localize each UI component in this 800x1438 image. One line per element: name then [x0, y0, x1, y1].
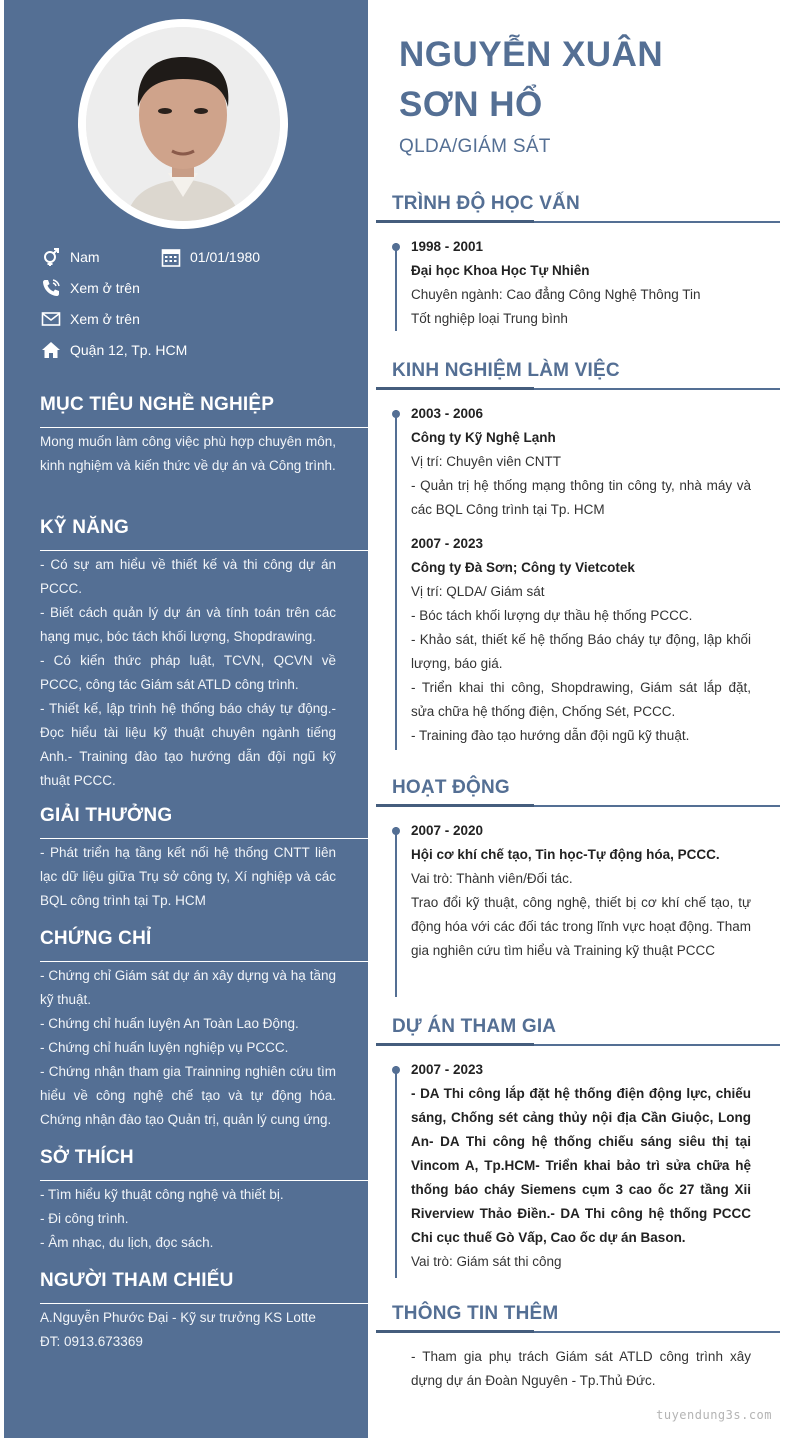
divider — [376, 1331, 780, 1333]
education-entry — [411, 235, 751, 331]
divider — [376, 805, 780, 807]
certificates-list — [40, 964, 336, 1132]
entry-line: - Training đào tạo hướng dẫn đội ngũ kỹ thuật. — [411, 728, 690, 743]
main-content — [368, 0, 800, 1438]
objective-paragraph: Mong muốn làm công việc phù hợp chuyên môn, kinh nghiệm và kiến thức về dự án và Công trình. — [40, 434, 336, 473]
phone-text: Xem ở trên — [70, 280, 140, 296]
section-title-awards: GIẢI THƯỞNG — [40, 805, 368, 839]
timeline-dot — [392, 243, 400, 251]
section-header-experience — [376, 360, 780, 390]
entry-line: Vai trò: Thành viên/Đối tác. — [411, 871, 573, 886]
phone-icon — [40, 278, 62, 298]
skill-item: - Thiết kế, lập trình hệ thống báo cháy tự động.- Đọc hiểu tài liệu kỹ thuật chuyên ngành tiếng Anh.- Training đào tạo hướng dẫn đội ngũ kỹ thuật PCCC. — [40, 701, 336, 788]
timeline-dot — [392, 827, 400, 835]
entry-line: - Khảo sát, thiết kế hệ thống Báo cháy tự động, lập khối lượng, báo giá. — [411, 632, 751, 671]
timeline-bar — [395, 827, 397, 997]
avatar — [86, 27, 280, 221]
section-header-additional — [376, 1303, 780, 1333]
experience-entry — [411, 402, 751, 522]
section-header-projects — [376, 1016, 780, 1046]
section-title-additional: THÔNG TIN THÊM — [392, 1303, 559, 1324]
timeline-bar — [395, 243, 397, 331]
entry-line: Trao đổi kỹ thuật, công nghệ, thiết bị cơ khí chế tạo, tự động hóa với các đối tác trong lĩnh vực hoạt động. Tham gia nghiên cứu tìm hiểu và Training kỹ thuật PCCC — [411, 895, 751, 958]
project-description: - DA Thi công lắp đặt hệ thống điện động lực, chiếu sáng, Chống sét cảng thủy nội địa Cần Giuộc, Long An- DA Thi công hệ thống chiếu sáng siêu thị tại Vincom A, Tp.HCM- Triển khai bảo trì sửa chữa hệ thống báo cháy Siemens cụm 3 cao ốc 27 tầng Xii Riverview Thảo Điền.- DA Thi công hệ thống PCCC Chi cục thuế Gò Vấp, Cao ốc dự án Bason. — [411, 1086, 751, 1245]
project-role: Vai trò: Giám sát thi công — [411, 1254, 562, 1269]
email-text: Xem ở trên — [70, 311, 140, 327]
entry-line: - Triển khai thi công, Shopdrawing, Giám sát lắp đặt, sửa chữa hệ thống điện, Chống Sét, PCCC. — [411, 680, 751, 719]
calendar-icon — [160, 247, 182, 267]
entry-line: Vị trí: Chuyên viên CNTT — [411, 454, 562, 469]
section-title-experience: KINH NGHIỆM LÀM VIỆC — [392, 360, 620, 381]
gender-text: Nam — [70, 249, 100, 265]
entry-date: 1998 - 2001 — [411, 239, 484, 254]
entry-organization: Đại học Khoa Học Tự Nhiên — [411, 263, 590, 278]
divider — [376, 1044, 780, 1046]
certificate-item: - Chứng chỉ Giám sát dự án xây dựng và hạ tầng kỹ thuật. — [40, 968, 336, 1007]
skills-list — [40, 553, 336, 793]
entry-line: - Quản trị hệ thống mạng thông tin công ty, nhà máy và các BQL Công trình tại Tp. HCM — [411, 478, 751, 517]
entry-organization: Hội cơ khí chế tạo, Tin học-Tự động hóa, PCCC. — [411, 847, 720, 862]
timeline-bar — [395, 410, 397, 750]
hobby-item: - Tìm hiểu kỹ thuật công nghệ và thiết bị. — [40, 1187, 284, 1202]
entry-line: Tốt nghiệp loại Trung bình — [411, 311, 568, 326]
section-title-activities: HOẠT ĐỘNG — [392, 777, 510, 798]
entry-date: 2007 - 2023 — [411, 536, 484, 551]
reference-item: ĐT: 0913.673369 — [40, 1334, 143, 1349]
section-title-certificates: CHỨNG CHỈ — [40, 928, 368, 962]
section-title-references: NGƯỜI THAM CHIẾU — [40, 1270, 368, 1304]
name-line-1: NGUYỄN XUÂN — [399, 35, 664, 74]
timeline-dot — [392, 1066, 400, 1074]
section-title-objective: MỤC TIÊU NGHỀ NGHIỆP — [40, 394, 368, 428]
section-title-education: TRÌNH ĐỘ HỌC VẤN — [392, 193, 580, 214]
entry-date: 2007 - 2023 — [411, 1062, 484, 1077]
entry-organization: Công ty Kỹ Nghệ Lạnh — [411, 430, 556, 445]
envelope-icon — [40, 309, 62, 329]
skill-item: - Biết cách quản lý dự án và tính toán trên các hạng mục, bóc tách khối lượng, Shopdrawing. — [40, 605, 336, 644]
section-header-education — [376, 193, 780, 223]
reference-item: A.Nguyễn Phước Đại - Kỹ sư trưởng KS Lotte — [40, 1310, 316, 1325]
additional-entry — [411, 1345, 751, 1393]
skill-item: - Có kiến thức pháp luật, TCVN, QCVN về PCCC, công tác Giám sát ATLD công trình. — [40, 653, 336, 692]
timeline-bar — [395, 1066, 397, 1278]
skill-item: - Có sự am hiểu về thiết kế và thi công dự án PCCC. — [40, 557, 336, 596]
section-header-activities — [376, 777, 780, 807]
hobby-item: - Âm nhạc, du lịch, đọc sách. — [40, 1235, 214, 1250]
section-title-hobbies: SỞ THÍCH — [40, 1147, 368, 1181]
entry-line: - Bóc tách khối lượng dự thầu hệ thống PCCC. — [411, 608, 693, 623]
section-title-skills: KỸ NĂNG — [40, 517, 368, 551]
address-text: Quận 12, Tp. HCM — [70, 342, 188, 358]
certificate-item: - Chứng chỉ huấn luyện nghiệp vụ PCCC. — [40, 1040, 289, 1055]
project-entry — [411, 1058, 751, 1274]
dob-row — [160, 247, 260, 267]
entry-line: Chuyên ngành: Cao đẳng Công Nghệ Thông Tin — [411, 287, 701, 302]
candidate-name — [399, 30, 789, 130]
job-title: QLDA/GIÁM SÁT — [399, 136, 551, 157]
divider — [376, 221, 780, 223]
entry-date: 2003 - 2006 — [411, 406, 484, 421]
dob-text: 01/01/1980 — [190, 249, 261, 265]
entry-date: 2007 - 2020 — [411, 823, 484, 838]
additional-text: - Tham gia phụ trách Giám sát ATLD công trình xây dựng dự án Đoàn Nguyên - Tp.Thủ Đức. — [411, 1349, 751, 1388]
certificate-item: - Chứng chỉ huấn luyện An Toàn Lao Động. — [40, 1016, 299, 1031]
hobby-item: - Đi công trình. — [40, 1211, 129, 1226]
section-title-projects: DỰ ÁN THAM GIA — [392, 1016, 557, 1037]
gender-icon — [40, 247, 62, 267]
portrait-photo — [86, 27, 280, 221]
certificate-item: - Chứng nhận tham gia Trainning nghiên cứu tìm hiểu về công nghệ chế tạo và tự động hóa. Chứng nhận đào tạo Quản trị, quản lý cung ứng. — [40, 1064, 336, 1127]
watermark: tuyendung3s.com — [656, 1408, 772, 1422]
name-line-2: SƠN HỔ — [399, 85, 543, 124]
references-list — [40, 1306, 336, 1354]
activity-entry — [411, 819, 751, 963]
objective-text — [40, 430, 336, 478]
avatar-frame — [78, 19, 288, 229]
awards-text — [40, 841, 336, 913]
divider — [376, 388, 780, 390]
email-row — [40, 309, 140, 329]
experience-entry — [411, 532, 751, 748]
timeline-dot — [392, 410, 400, 418]
address-row — [40, 340, 187, 360]
award-item: - Phát triển hạ tầng kết nối hệ thống CNTT liên lạc dữ liệu giữa Trụ sở công ty, Xí nghiệp và các BQL công trình tại Tp. HCM — [40, 845, 336, 908]
hobbies-list — [40, 1183, 336, 1255]
home-icon — [40, 340, 62, 360]
entry-line: Vị trí: QLDA/ Giám sát — [411, 584, 545, 599]
phone-row — [40, 278, 140, 298]
entry-organization: Công ty Đà Sơn; Công ty Vietcotek — [411, 560, 635, 575]
gender-row — [40, 247, 100, 267]
sidebar — [4, 0, 368, 1438]
